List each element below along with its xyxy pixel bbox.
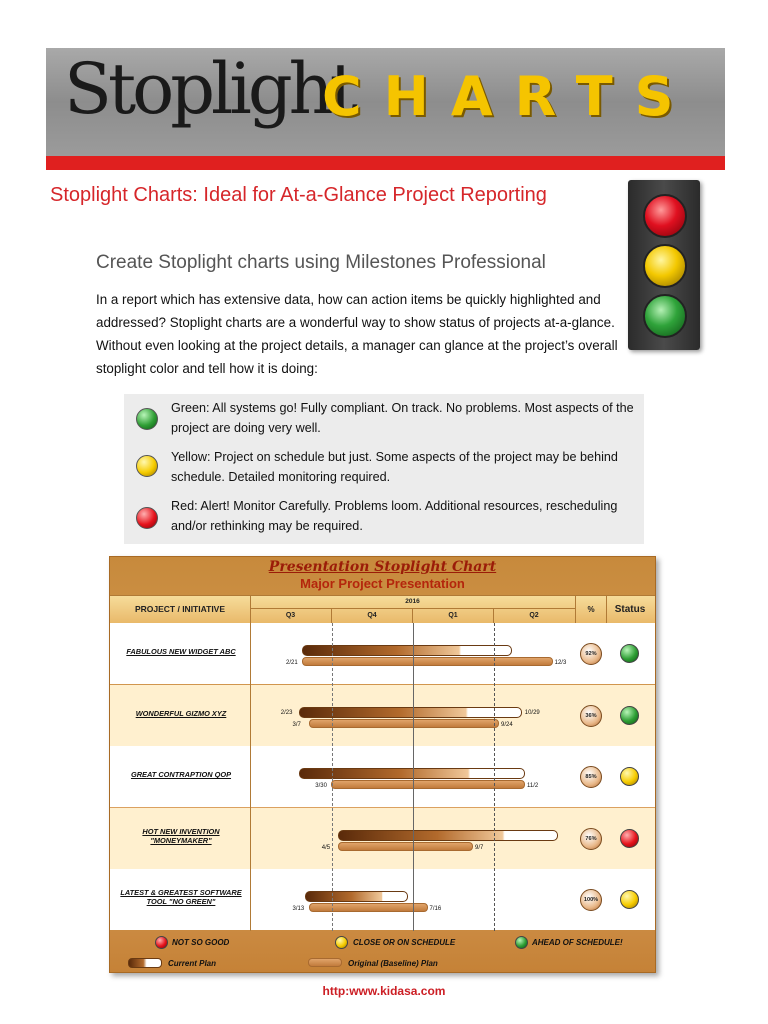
ahead-schedule-icon <box>515 936 528 949</box>
red-light-icon <box>643 194 687 238</box>
yellow-dot-icon <box>136 455 158 477</box>
header-q1: Q1 <box>413 609 494 623</box>
chart-row <box>110 808 655 869</box>
baseline-start-date: 3/7 <box>292 721 301 728</box>
brand-logo-main: Stoplight <box>64 48 354 130</box>
yellow-light-icon <box>643 244 687 288</box>
project-name: GREAT CONTRAPTION QOP <box>130 770 232 780</box>
red-dot-icon <box>136 507 158 529</box>
baseline-start-date: 2/21 <box>286 660 298 666</box>
chart-row <box>110 623 655 684</box>
header-year: 2016 <box>250 596 575 609</box>
project-name: FABULOUS NEW WIDGET ABC <box>126 647 236 656</box>
yellow-status-icon <box>620 767 639 786</box>
baseline-end-date: 11/2 <box>527 783 539 790</box>
baseline-start-date: 3/13 <box>292 906 305 913</box>
grid-border <box>250 623 251 931</box>
chart-row <box>110 746 655 807</box>
baseline-plan-bar <box>338 842 473 851</box>
project-name: WONDERFUL GIZMO XYZ <box>135 708 227 718</box>
legend-baseline-plan: Original (Baseline) Plan <box>348 959 438 968</box>
chart-subtitle: Major Project Presentation <box>300 576 465 591</box>
baseline-plan-bar <box>309 903 428 912</box>
percent-complete-badge: 85% <box>580 766 602 788</box>
close-schedule-icon <box>335 936 348 949</box>
baseline-plan-bar <box>309 719 500 728</box>
chart-title: Presentation Stoplight Chart <box>268 559 497 575</box>
baseline-end-date: 7/16 <box>429 906 442 913</box>
project-name: HOT NEW INVENTION "MONEYMAKER" <box>142 826 220 845</box>
yellow-status-icon <box>620 890 639 909</box>
current-plan-bar <box>302 645 512 656</box>
header-status: Status <box>614 604 646 615</box>
quarter-divider <box>494 623 495 931</box>
footer-website-link[interactable]: http:www.kidasa.com <box>322 984 446 998</box>
legend-text: Green: All systems go! Fully compliant. On track. No problems. Most aspects of the project are doing very well. <box>171 401 634 435</box>
legend-text: Red: Alert! Monitor Carefully. Problems loom. Additional resources, rescheduling and/or rethinking may be required. <box>171 499 618 533</box>
baseline-start-date: 4/5 <box>321 844 331 851</box>
chart-rows <box>110 623 655 931</box>
current-end-date: 10/29 <box>524 709 540 716</box>
baseline-end-date: 9/24 <box>501 721 513 728</box>
quarter-divider <box>413 623 414 931</box>
current-start-date: 2/23 <box>280 709 293 716</box>
status-legend-box <box>124 394 644 544</box>
baseline-plan-bar <box>302 657 553 666</box>
brand-logo-sub: CHARTS <box>322 65 696 128</box>
green-light-icon <box>643 294 687 338</box>
traffic-light-graphic <box>628 180 700 350</box>
legend-ahead: AHEAD OF SCHEDULE! <box>532 938 623 947</box>
intro-paragraph: In a report which has extensive data, how can action items be quickly highlighted and addressed? Stoplight charts are a wonderful way to show status of projects at-a-glance. Without even looking at the project details, a manager can glance at the project’s overall stoplight color and tell how it is doing: <box>96 292 618 376</box>
header-percent: % <box>575 596 607 623</box>
baseline-plan-swatch <box>308 958 342 967</box>
baseline-end-date: 9/7 <box>475 844 484 851</box>
header-project: PROJECT / INITIATIVE <box>110 596 251 623</box>
legend-close: CLOSE OR ON SCHEDULE <box>353 938 456 947</box>
chart-row <box>110 869 655 930</box>
current-plan-bar <box>305 891 408 902</box>
header-q3: Q3 <box>250 609 332 623</box>
green-dot-icon <box>136 408 158 430</box>
banner-stripe <box>46 156 725 170</box>
header-q4: Q4 <box>332 609 413 623</box>
header-q2: Q2 <box>529 612 539 619</box>
chart-header <box>110 595 655 624</box>
percent-complete-badge: 92% <box>580 643 602 665</box>
current-plan-swatch <box>128 958 162 968</box>
section-subhead: Create Stoplight charts using Milestones Professional <box>96 252 546 273</box>
green-status-icon <box>620 644 639 663</box>
not-so-good-icon <box>155 936 168 949</box>
baseline-end-date: 12/3 <box>554 660 567 666</box>
green-status-icon <box>620 706 639 725</box>
legend-text: Yellow: Project on schedule but just. Some aspects of the project may be behind schedule. Detailed monitoring required. <box>171 450 618 484</box>
percent-complete-badge: 76% <box>580 828 602 850</box>
red-status-icon <box>620 829 639 848</box>
chart-row <box>110 685 655 746</box>
page-headline: Stoplight Charts: Ideal for At-a-Glance Project Reporting <box>50 184 547 206</box>
legend-not-so-good: NOT SO GOOD <box>172 938 230 947</box>
quarter-divider <box>332 623 333 931</box>
chart-legend <box>110 931 655 972</box>
current-plan-bar <box>338 830 558 841</box>
project-name: LATEST & GREATEST SOFTWARE TOOL "NO GREEN" <box>120 888 242 907</box>
legend-current-plan: Current Plan <box>168 959 217 968</box>
stoplight-chart <box>109 556 656 973</box>
baseline-plan-bar <box>331 780 525 789</box>
baseline-start-date: 3/30 <box>315 783 327 790</box>
percent-complete-badge: 100% <box>580 889 602 911</box>
percent-complete-badge: 36% <box>580 705 602 727</box>
